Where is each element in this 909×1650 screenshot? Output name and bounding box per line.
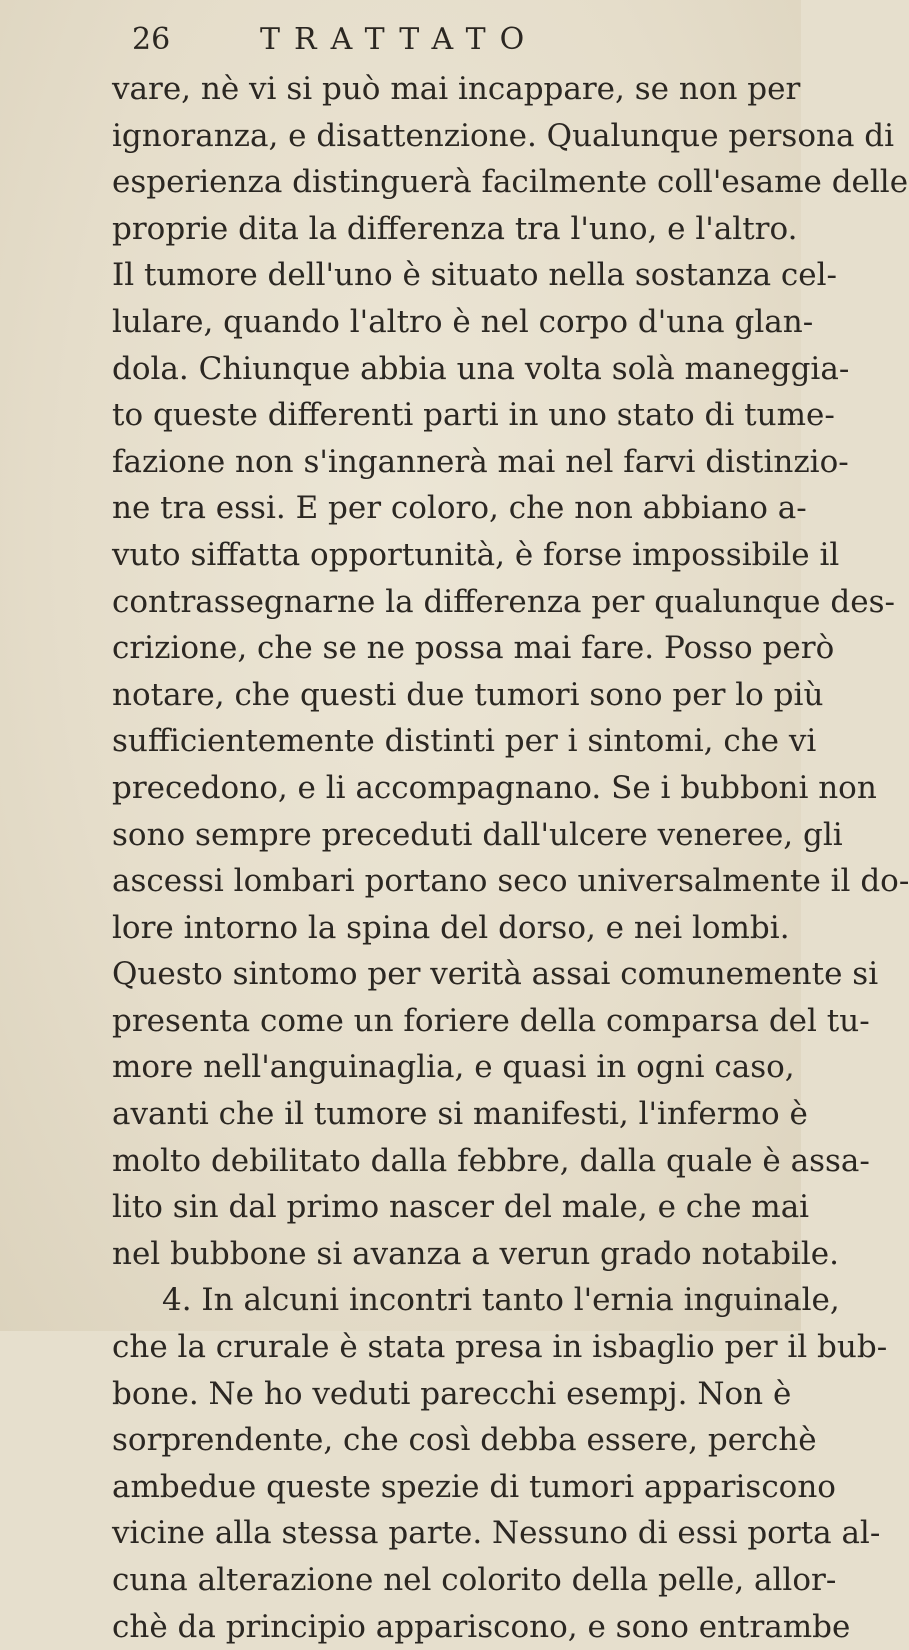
text-line: lito sin dal primo nascer del male, e che mai (112, 1189, 810, 1226)
page-header (132, 16, 772, 64)
text-line: ignoranza, e disattenzione. Qualunque persona di (112, 117, 895, 154)
text-line: notare, che questi due tumori sono per lo più (112, 676, 824, 713)
text-line: contrassegnarne la differenza per qualunque des- (112, 583, 895, 620)
text-line: sono sempre preceduti dall'ulcere veneree, gli (112, 816, 843, 853)
running-head: TRATTATO (260, 22, 539, 57)
text-line: che la crurale è stata presa in isbaglio per il bub- (112, 1329, 888, 1366)
text-line: cuna alterazione nel colorito della pelle, allor- (112, 1562, 837, 1598)
text-line: precedono, e li accompagnano. Se i bubboni non (112, 769, 877, 806)
text-line: Il tumore dell'uno è situato nella sostanza cel- (112, 257, 838, 294)
text-line: esperienza distinguerà facilmente coll'esame delle (112, 164, 909, 201)
text-line: presenta come un foriere della comparsa del tu- (112, 1002, 870, 1039)
text-line: sufficientemente distinti per i sintomi, che vi (112, 723, 817, 760)
text-line: proprie dita la differenza tra l'uno, e l'altro. (112, 210, 798, 247)
text-line: molto debilitato dalla febbre, dalla quale è assa- (112, 1142, 870, 1179)
text-line: Questo sintomo per verità assai comunemente si (112, 956, 879, 993)
text-line: vare, nè vi si può mai incappare, se non per (112, 71, 801, 107)
body-text (112, 66, 909, 1650)
text-line: nel bubbone si avanza a verun grado notabile. (112, 1235, 839, 1272)
text-line: fazione non s'ingannerà mai nel farvi distinzio- (112, 443, 849, 480)
text-line: more nell'anguinaglia, e quasi in ogni caso, (112, 1049, 795, 1086)
text-line: crizione, che se ne possa mai fare. Posso però (112, 630, 835, 667)
text-line: dola. Chiunque abbia una volta solà maneggia- (112, 350, 850, 387)
page-number: 26 (132, 22, 171, 57)
text-line: lore intorno la spina del dorso, e nei lombi. (112, 909, 790, 946)
text-line: vuto siffatta opportunità, è forse impossibile il (112, 536, 840, 573)
text-line: chè da principio appariscono, e sono entrambe (112, 1608, 851, 1645)
text-line: ne tra essi. E per coloro, che non abbiano a- (112, 490, 807, 527)
text-line: lulare, quando l'altro è nel corpo d'una glan- (112, 303, 814, 340)
text-line: ascessi lombari portano seco universalmente il do- (112, 863, 909, 900)
text-line: avanti che il tumore si manifesti, l'infermo è (112, 1096, 808, 1133)
text-line: bone. Ne ho veduti parecchi esempj. Non è (112, 1375, 792, 1412)
paragraph-start-line: 4. In alcuni incontri tanto l'ernia inguinale, (162, 1282, 840, 1319)
text-line: to queste differenti parti in uno stato di tume- (112, 397, 835, 434)
text-line: ambedue queste spezie di tumori appariscono (112, 1468, 836, 1505)
text-line: vicine alla stessa parte. Nessuno di essi porta al- (112, 1515, 881, 1552)
text-line: sorprendente, che così debba essere, perchè (112, 1422, 817, 1459)
